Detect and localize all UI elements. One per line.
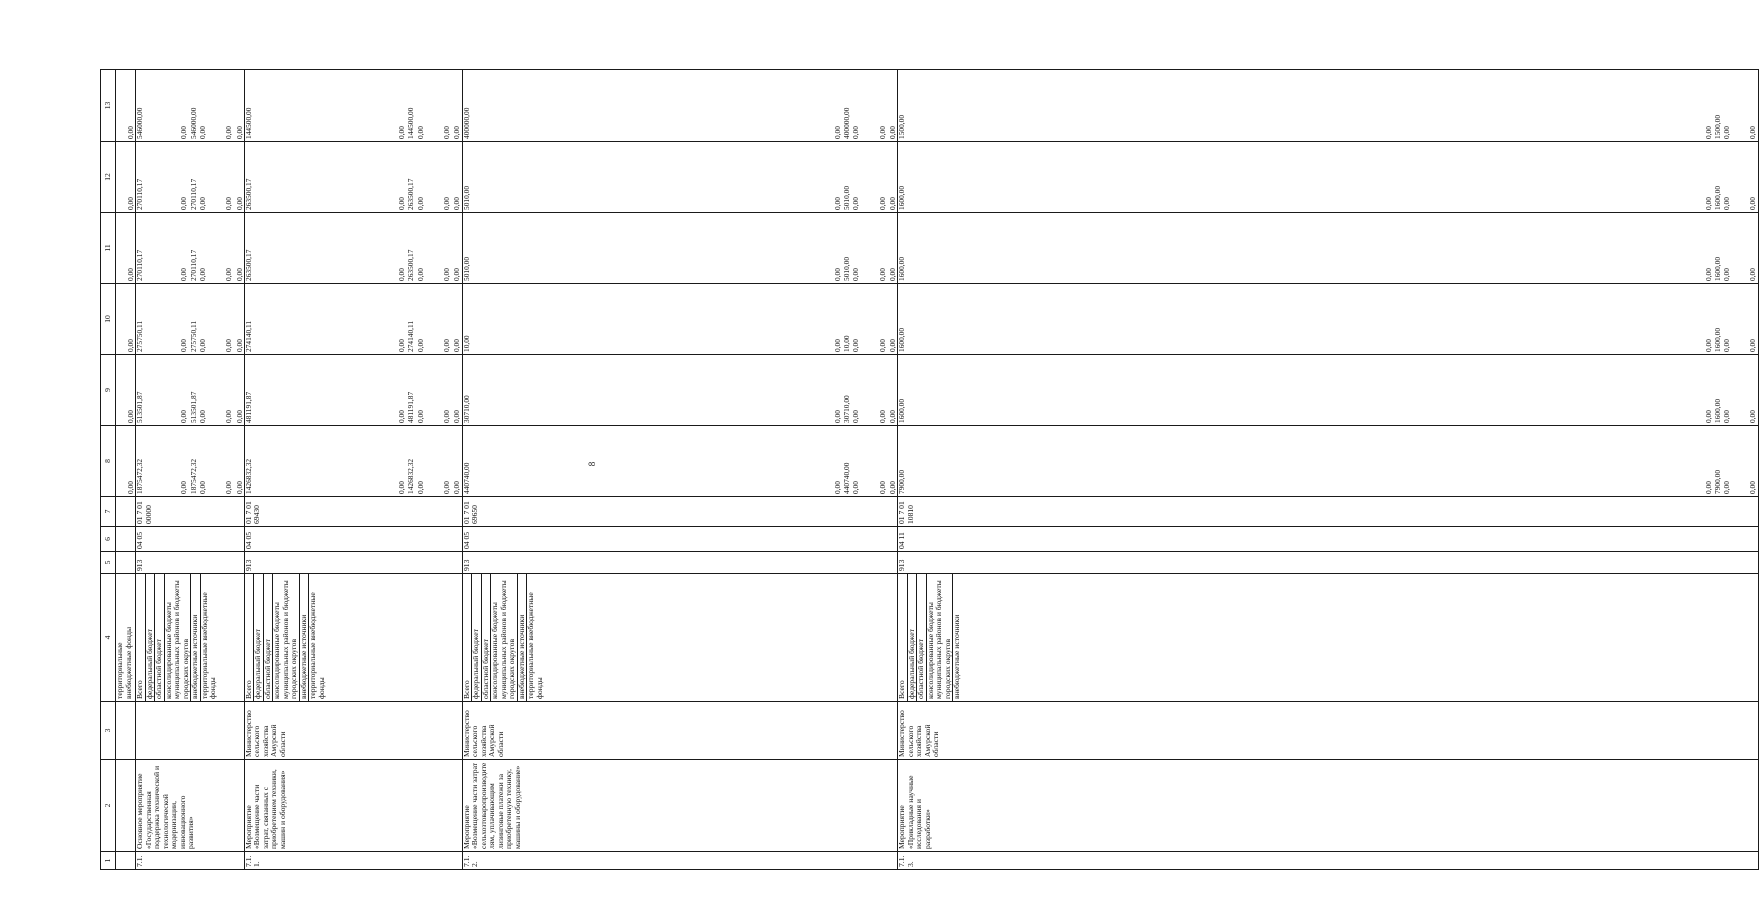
value-cell (244, 355, 462, 426)
value: 0,00 (224, 410, 234, 423)
value: 0,00 (452, 126, 462, 139)
value: 0,00 (452, 268, 462, 281)
value: 1600,00 (1712, 327, 1722, 352)
source-label: федеральный бюджет (146, 574, 156, 701)
column-header: 5 (101, 552, 116, 574)
column-header: 7 (101, 497, 116, 527)
source-label: федеральный бюджет (472, 574, 482, 701)
source-label: территориальные внебюджетные фонды (199, 592, 218, 699)
value: 0,00 (887, 268, 897, 281)
value: 1500,00 (1712, 114, 1722, 139)
value: 0,00 (442, 410, 451, 423)
value-cell (136, 213, 245, 284)
rzpr-code: 04 05 (244, 527, 462, 552)
continuation-row (116, 70, 136, 870)
value: 0,00 (198, 197, 208, 210)
value: 0,00 (877, 481, 887, 494)
value: 0,00 (1748, 481, 1758, 494)
funding-sources (462, 574, 898, 702)
value: 481191,87 (243, 391, 253, 423)
rzpr-code: 04 11 (898, 527, 1758, 552)
value: 1500,00 (897, 114, 907, 139)
value: 0,00 (851, 126, 861, 139)
source-label: внебюджетные источники (300, 574, 310, 701)
value: 0,00 (179, 126, 189, 139)
value: 440740,00 (842, 462, 852, 494)
value: 1600,00 (1712, 256, 1722, 281)
value: 270110,17 (135, 249, 145, 281)
measure-name: Основное мероприятие «Государственная поддержка технической и технологической модернизации, инновационного развития» (136, 760, 245, 852)
column-header: 8 (101, 426, 116, 497)
value: 0,00 (442, 339, 451, 352)
value: 0,00 (1748, 126, 1758, 139)
column-header: 11 (101, 213, 116, 284)
value: 0,00 (397, 410, 407, 423)
value: 0,00 (887, 481, 897, 494)
value-cell (244, 213, 462, 284)
column-header: 12 (101, 142, 116, 213)
value: 0,00 (126, 197, 135, 210)
table-row (898, 70, 1758, 870)
rzpr-code: 04 05 (136, 527, 245, 552)
executor: Министерство сельского хозяйства Амурской области (898, 702, 1758, 760)
value-cell (462, 213, 898, 284)
value: 0,00 (452, 197, 462, 210)
value: 0,00 (832, 268, 842, 281)
measure-name: Мероприятие «Возмещение части затрат, связанных с приобретением техники, машин и оборудования» (244, 760, 462, 852)
measure-name: Мероприятие «Прикладные научные исследования и разработки» (898, 760, 1758, 852)
value: 144500,00 (406, 107, 416, 139)
value: 0,00 (832, 197, 842, 210)
value-cell (244, 426, 462, 497)
grbs-code: 913 (462, 552, 898, 574)
value: 0,00 (1748, 339, 1758, 352)
rotated-table-sheet (100, 70, 1758, 870)
budget-table (100, 69, 1759, 870)
value: 0,00 (452, 410, 462, 423)
value-cell (116, 142, 136, 213)
value: 270110,17 (188, 249, 198, 281)
value: 0,00 (832, 410, 842, 423)
table-row (136, 70, 245, 870)
column-header: 4 (101, 574, 116, 702)
row-number: 7.1. (136, 852, 245, 870)
value: 0,00 (234, 268, 244, 281)
value-cell (898, 426, 1758, 497)
value: 270110,17 (135, 178, 145, 210)
value: 0,00 (415, 410, 425, 423)
grbs-code: 913 (244, 552, 462, 574)
value: 0,00 (224, 339, 234, 352)
source-label: внебюджетные источники (191, 574, 201, 701)
value: 5010,00 (842, 185, 852, 210)
value: 0,00 (397, 481, 407, 494)
empty-cell (116, 760, 136, 852)
column-header: 6 (101, 527, 116, 552)
value: 0,00 (397, 197, 407, 210)
column-header: 13 (101, 70, 116, 142)
value: 0,00 (887, 197, 897, 210)
value: 0,00 (234, 481, 244, 494)
value: 0,00 (1722, 197, 1732, 210)
value: 0,00 (877, 410, 887, 423)
value: 1426832,32 (243, 458, 253, 494)
value: 0,00 (415, 197, 425, 210)
value: 0,00 (198, 339, 208, 352)
source-label: консолидированные бюджеты муниципальных районов и бюджеты городских округов (491, 574, 518, 701)
value: 546000,00 (188, 107, 198, 139)
value: 5010,00 (461, 185, 471, 210)
funding-sources (244, 574, 462, 702)
column-header: 9 (101, 355, 116, 426)
table-row (244, 70, 462, 870)
source-label: территориальные внебюджетные фонды (526, 592, 544, 699)
value: 0,00 (224, 126, 234, 139)
value: 0,00 (415, 481, 425, 494)
value-cell (462, 142, 898, 213)
value: 481191,87 (406, 391, 416, 423)
column-header: 1 (101, 852, 116, 870)
value-cell (462, 70, 898, 142)
value: 0,00 (442, 268, 451, 281)
value: 1600,00 (897, 185, 907, 210)
value: 0,00 (1748, 410, 1758, 423)
row-number: 7.1.2. (462, 852, 898, 870)
value: 0,00 (198, 481, 208, 494)
empty-cell (116, 497, 136, 527)
value: 0,00 (442, 197, 451, 210)
value: 1875472,32 (188, 458, 198, 494)
source-label: внебюджетные источники (518, 574, 528, 701)
value: 0,00 (1722, 126, 1732, 139)
value: 30710,00 (461, 395, 471, 423)
value: 440740,00 (461, 462, 471, 494)
empty-cell (116, 852, 136, 870)
csr-code: 01 7 01 00000 (136, 497, 245, 527)
value: 546000,00 (135, 107, 145, 139)
value: 1600,00 (897, 398, 907, 423)
value-cell (136, 426, 245, 497)
empty-cell (116, 527, 136, 552)
value: 513501,87 (135, 391, 145, 423)
value: 0,00 (877, 339, 887, 352)
value: 0,00 (224, 481, 234, 494)
value: 10,00 (842, 335, 852, 352)
value: 0,00 (234, 339, 244, 352)
value: 263500,17 (406, 178, 416, 210)
value: 400000,00 (842, 107, 852, 139)
rzpr-code: 04 05 (462, 527, 898, 552)
value: 0,00 (179, 481, 189, 494)
value: 0,00 (397, 268, 407, 281)
value: 0,00 (1722, 268, 1732, 281)
csr-code: 01 7 01 10810 (898, 497, 1758, 527)
source-label: областной бюджет (482, 574, 492, 701)
source-label: областной бюджет (155, 574, 165, 701)
source-label: областной бюджет (917, 574, 927, 701)
source-label: консолидированные бюджеты муниципальных районов и бюджеты городских округов (165, 574, 192, 701)
source-label: Всего (463, 574, 473, 701)
value-cell (136, 70, 245, 142)
value: 144500,00 (243, 107, 253, 139)
value: 0,00 (1748, 197, 1758, 210)
value-cell (116, 70, 136, 142)
value: 0,00 (1703, 197, 1713, 210)
value: 1600,00 (1712, 185, 1722, 210)
value: 0,00 (234, 197, 244, 210)
grbs-code: 913 (136, 552, 245, 574)
value: 10,00 (461, 335, 471, 352)
value: 274140,11 (406, 320, 416, 352)
row-number: 7.1.3. (898, 852, 1758, 870)
value-cell (898, 355, 1758, 426)
row-number: 7.1.1. (244, 852, 462, 870)
value: 0,00 (1722, 339, 1732, 352)
value-cell (898, 213, 1758, 284)
value: 1600,00 (1712, 398, 1722, 423)
source-cell (116, 574, 136, 702)
value: 0,00 (887, 339, 897, 352)
value: 0,00 (126, 481, 135, 494)
source-label: территориальные внебюджетные фонды (308, 592, 326, 699)
value: 0,00 (832, 126, 842, 139)
value: 7900,00 (1712, 469, 1722, 494)
value: 0,00 (452, 481, 462, 494)
value: 1875472,32 (135, 458, 145, 494)
value: 7900,00 (897, 469, 907, 494)
value: 0,00 (877, 197, 887, 210)
grbs-code: 913 (898, 552, 1758, 574)
value-cell (244, 142, 462, 213)
value-cell (136, 142, 245, 213)
value: 0,00 (179, 339, 189, 352)
value: 30710,00 (842, 395, 852, 423)
source-label: областной бюджет (264, 574, 274, 701)
value: 0,00 (397, 126, 407, 139)
value: 0,00 (851, 339, 861, 352)
value-cell (244, 284, 462, 355)
value: 0,00 (224, 268, 234, 281)
value: 0,00 (851, 481, 861, 494)
value: 1600,00 (897, 327, 907, 352)
value: 0,00 (452, 339, 462, 352)
value: 0,00 (1748, 268, 1758, 281)
source-label: Всего (136, 574, 146, 701)
source-label: внебюджетные источники (952, 614, 962, 699)
value-cell (244, 70, 462, 142)
funding-sources (898, 574, 1758, 702)
value: 0,00 (415, 126, 425, 139)
value-cell (462, 355, 898, 426)
source-label: Всего (898, 574, 908, 701)
value-cell (898, 284, 1758, 355)
value-cell (136, 355, 245, 426)
value: 0,00 (198, 268, 208, 281)
value: 263500,17 (243, 178, 253, 210)
value: 0,00 (1722, 481, 1732, 494)
value: 274140,11 (243, 320, 253, 352)
value: 0,00 (442, 126, 451, 139)
value: 513501,87 (188, 391, 198, 423)
value: 0,00 (126, 339, 135, 352)
value: 0,00 (179, 268, 189, 281)
value: 0,00 (1722, 410, 1732, 423)
column-header: 3 (101, 702, 116, 760)
value-cell (462, 284, 898, 355)
value: 0,00 (887, 410, 897, 423)
value: 0,00 (877, 126, 887, 139)
value: 0,00 (198, 410, 208, 423)
value-cell (116, 213, 136, 284)
value: 275750,11 (135, 320, 145, 352)
value: 0,00 (126, 268, 135, 281)
value-cell (898, 142, 1758, 213)
value-cell (116, 426, 136, 497)
value: 0,00 (887, 126, 897, 139)
value: 5010,00 (842, 256, 852, 281)
value: 263500,17 (243, 249, 253, 281)
value: 0,00 (179, 197, 189, 210)
value: 0,00 (1703, 126, 1713, 139)
value: 0,00 (832, 481, 842, 494)
funding-sources (136, 574, 245, 702)
source-label: Всего (245, 574, 255, 701)
value: 0,00 (234, 126, 244, 139)
value: 263500,17 (406, 249, 416, 281)
source-label: территориальные (115, 642, 124, 699)
column-header: 2 (101, 760, 116, 852)
value: 0,00 (234, 410, 244, 423)
csr-code: 01 7 01 69430 (244, 497, 462, 527)
value: 270110,17 (188, 178, 198, 210)
value: 0,00 (397, 339, 407, 352)
value: 0,00 (415, 339, 425, 352)
executor: Министерство сельского хозяйства Амурской области (462, 702, 898, 760)
value: 0,00 (851, 410, 861, 423)
value: 0,00 (1703, 481, 1713, 494)
value: 0,00 (126, 126, 135, 139)
value: 0,00 (126, 410, 135, 423)
source-label: внебюджетные фонды (123, 626, 133, 699)
empty-cell (116, 702, 136, 760)
value-cell (462, 426, 898, 497)
measure-name: Мероприятие «Возмещение части затрат сельхозтоваропроизводителям, уплачивающим лизинговые платежи за приобретенную технику, машины и оборудование» (462, 760, 898, 852)
value: 0,00 (1703, 339, 1713, 352)
source-label: консолидированные бюджеты муниципальных районов и бюджеты городских округов (273, 574, 300, 701)
value-cell (136, 284, 245, 355)
empty-cell (116, 552, 136, 574)
value: 0,00 (224, 197, 234, 210)
column-header: 10 (101, 284, 116, 355)
source-label: консолидированные бюджеты муниципальных районов и бюджеты городских округов (927, 574, 954, 701)
value: 1600,00 (897, 256, 907, 281)
value-cell (116, 355, 136, 426)
csr-code: 01 7 01 69650 (462, 497, 898, 527)
value: 0,00 (1703, 268, 1713, 281)
source-label: федеральный бюджет (908, 574, 918, 701)
value: 0,00 (851, 268, 861, 281)
value-cell (116, 284, 136, 355)
value: 5010,00 (461, 256, 471, 281)
value: 0,00 (442, 481, 451, 494)
value: 400000,00 (461, 107, 471, 139)
value: 0,00 (198, 126, 208, 139)
value-cell (898, 70, 1758, 142)
source-label: федеральный бюджет (254, 574, 264, 701)
value: 1426832,32 (406, 458, 416, 494)
page-number: 8 (587, 461, 597, 467)
value: 0,00 (1703, 410, 1713, 423)
table-row (462, 70, 898, 870)
value: 275750,11 (188, 320, 198, 352)
header-row (101, 70, 116, 870)
value: 0,00 (179, 410, 189, 423)
executor: Министерство сельского хозяйства Амурской области (244, 702, 462, 760)
value: 0,00 (877, 268, 887, 281)
value: 0,00 (832, 339, 842, 352)
value: 0,00 (415, 268, 425, 281)
value: 0,00 (851, 197, 861, 210)
executor (136, 702, 245, 760)
